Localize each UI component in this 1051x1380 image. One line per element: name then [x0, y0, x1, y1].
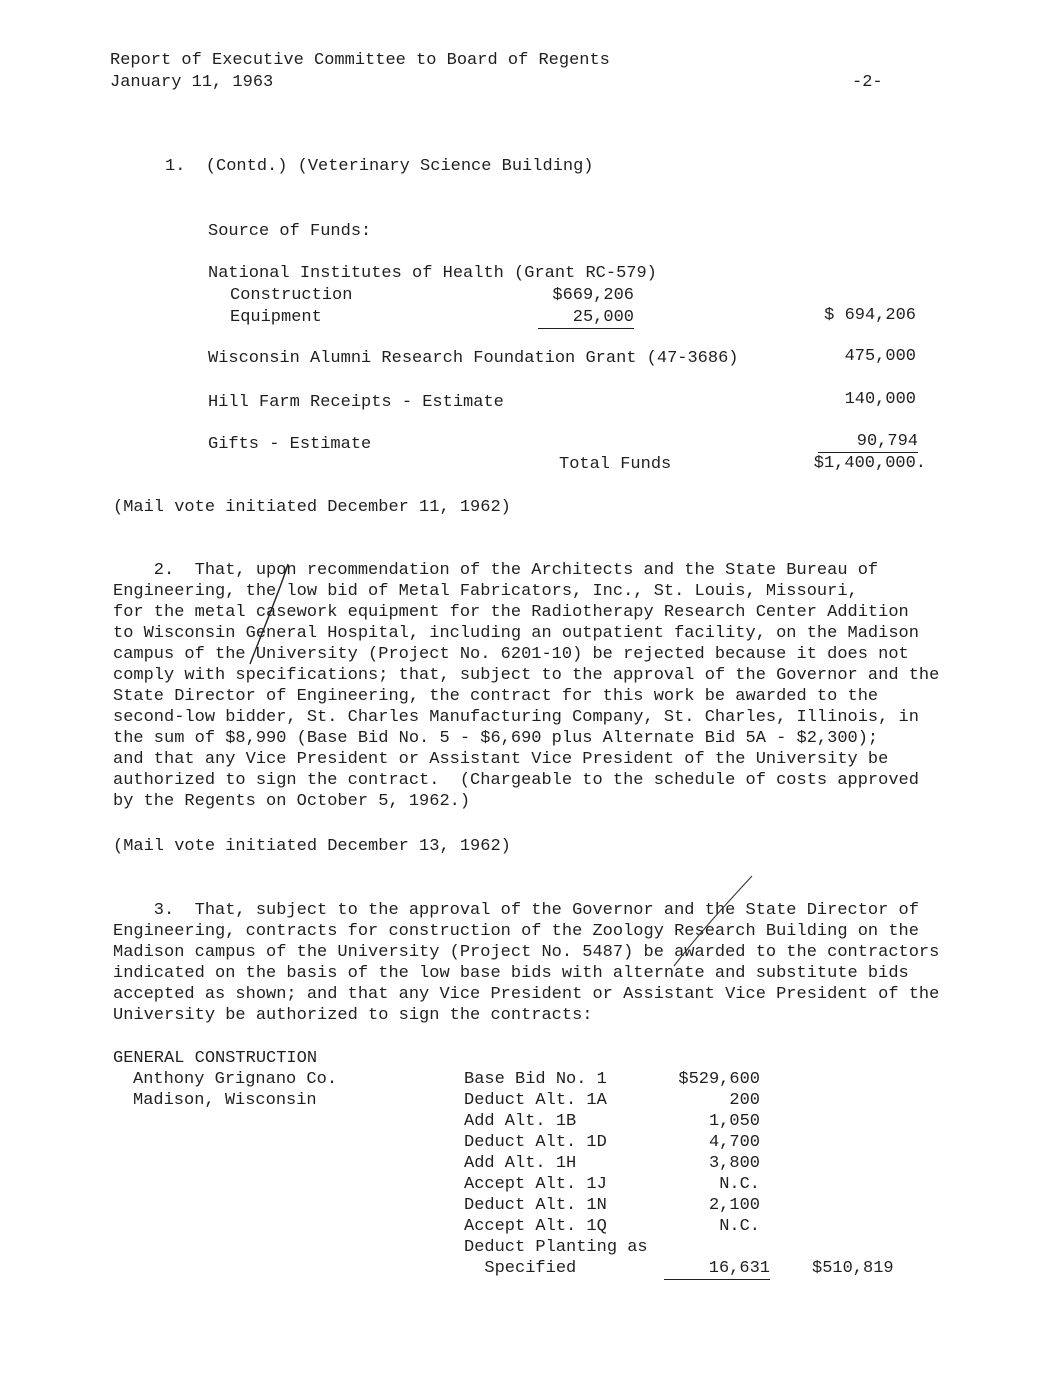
page-number: -2- — [852, 73, 883, 92]
equipment-amount: 25,000 — [538, 307, 634, 329]
nih-label: National Institutes of Health (Grant RC-579) — [208, 264, 657, 283]
general-construction-total: $510,819 — [812, 1259, 894, 1278]
bid-label: Add Alt. 1B — [464, 1112, 577, 1131]
bid-amount: 200 — [729, 1091, 760, 1110]
paragraph-line: 3. That, subject to the approval of the Governor and the State Director of — [113, 901, 919, 920]
warf-label: Wisconsin Alumni Research Foundation Grant (47-3686) — [208, 349, 739, 368]
bid-label: Base Bid No. 1 — [464, 1070, 607, 1089]
paragraph-line: to Wisconsin General Hospital, including an outpatient facility, on the Madison — [113, 624, 919, 643]
bid-label: Deduct Alt. 1A — [464, 1091, 607, 1110]
paragraph-line: the sum of $8,990 (Base Bid No. 5 - $6,690 plus Alternate Bid 5A - $2,300); — [113, 729, 879, 748]
paragraph-line: Engineering, contracts for construction of the Zoology Research Building on the — [113, 922, 919, 941]
hill-farm-label: Hill Farm Receipts - Estimate — [208, 393, 504, 412]
pen-check-mark — [660, 870, 760, 970]
total-funds-amount: $1,400,000. — [813, 454, 926, 473]
bid-label: Accept Alt. 1J — [464, 1175, 607, 1194]
bid-label: Deduct Alt. 1N — [464, 1196, 607, 1215]
bid-label: Add Alt. 1H — [464, 1154, 577, 1173]
paragraph-line: by the Regents on October 5, 1962.) — [113, 792, 471, 811]
bid-amount: 1,050 — [708, 1112, 760, 1131]
source-of-funds-label: Source of Funds: — [208, 222, 372, 241]
item1-heading: 1. (Contd.) (Veterinary Science Building) — [165, 157, 594, 176]
paragraph-line: State Director of Engineering, the contract for this work be awarded to the — [113, 687, 879, 706]
construction-label: Construction — [230, 286, 353, 305]
paragraph-line: University be authorized to sign the contracts: — [113, 1006, 593, 1025]
total-funds-label: Total Funds — [559, 455, 672, 474]
bid-amount: 2,100 — [708, 1196, 760, 1215]
contractor-name: Anthony Grignano Co. — [133, 1070, 338, 1089]
bid-label: Specified — [464, 1259, 577, 1278]
paragraph-line: Madison campus of the University (Project No. 5487) be awarded to the contractors — [113, 943, 940, 962]
bid-amount: 3,800 — [708, 1154, 760, 1173]
construction-amount: $669,206 — [552, 286, 634, 305]
paragraph-line: comply with specifications; that, subject to the approval of the Governor and the — [113, 666, 940, 685]
equipment-label: Equipment — [230, 308, 322, 327]
item3-paragraph — [113, 900, 983, 1026]
paragraph-line: 2. That, upon recommendation of the Architects and the State Bureau of — [113, 561, 879, 580]
paragraph-line: accepted as shown; and that any Vice President or Assistant Vice President of the — [113, 985, 940, 1004]
pen-check-mark — [240, 560, 300, 670]
nih-total: $ 694,206 — [824, 306, 916, 325]
warf-amount: 475,000 — [844, 347, 916, 366]
bid-amount: 4,700 — [708, 1133, 760, 1152]
paragraph-line: and that any Vice President or Assistant Vice President of the University be — [113, 750, 889, 769]
bid-amount: N.C. — [719, 1217, 760, 1236]
paragraph-line: campus of the University (Project No. 6201-10) be rejected because it does not — [113, 645, 909, 664]
bid-label: Deduct Planting as — [464, 1238, 648, 1257]
mail-vote-note-1: (Mail vote initiated December 11, 1962) — [113, 498, 511, 517]
paragraph-line: Engineering, the low bid of Metal Fabricators, Inc., St. Louis, Missouri, — [113, 582, 858, 601]
gifts-amount: 90,794 — [818, 431, 918, 453]
mail-vote-note-2: (Mail vote initiated December 13, 1962) — [113, 837, 511, 856]
contractor-location: Madison, Wisconsin — [133, 1091, 317, 1110]
hill-farm-amount: 140,000 — [844, 390, 916, 409]
report-date: January 11, 1963 — [110, 73, 274, 92]
report-title: Report of Executive Committee to Board of Regents — [110, 51, 610, 70]
bid-label: Accept Alt. 1Q — [464, 1217, 607, 1236]
paragraph-line: authorized to sign the contract. (Chargeable to the schedule of costs approved — [113, 771, 919, 790]
gifts-label: Gifts - Estimate — [208, 435, 372, 454]
paragraph-line: second-low bidder, St. Charles Manufacturing Company, St. Charles, Illinois, in — [113, 708, 919, 727]
bid-amount: 16,631 — [664, 1258, 770, 1280]
paragraph-line: indicated on the basis of the low base bids with alternate and substitute bids — [113, 964, 909, 983]
paragraph-line: for the metal casework equipment for the Radiotherapy Research Center Addition — [113, 603, 909, 622]
bid-amount: N.C. — [719, 1175, 760, 1194]
general-construction-heading: GENERAL CONSTRUCTION — [113, 1049, 318, 1068]
bid-label: Deduct Alt. 1D — [464, 1133, 607, 1152]
bid-amount: $529,600 — [678, 1070, 760, 1089]
